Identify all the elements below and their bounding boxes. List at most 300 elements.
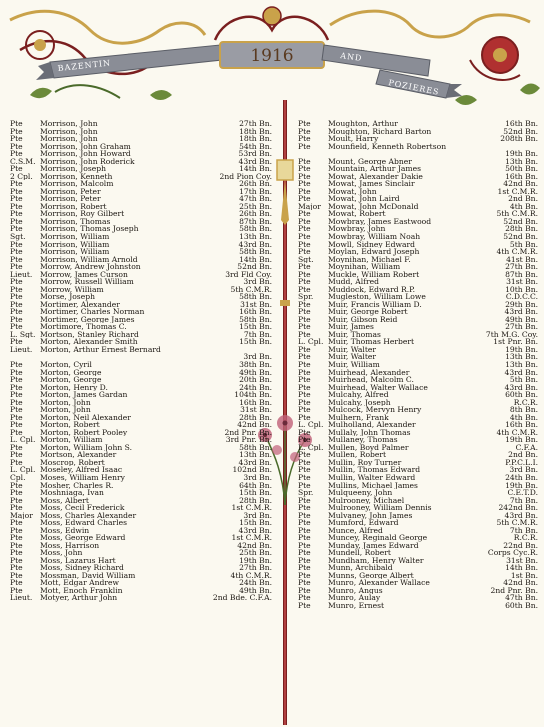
entry-rank: Pte (10, 187, 23, 196)
entry-name: Mowat, John Laird (328, 195, 400, 203)
entry-rank: Pte (298, 285, 311, 294)
entry-rank: Pte (298, 496, 311, 505)
entry-name: Moss, Lazarus Hart (40, 556, 116, 565)
roll-entry (10, 399, 272, 407)
entry-unit: 53rd Bn. (238, 149, 272, 159)
entry-rank: Pte (298, 278, 311, 286)
entry-unit: 8th Bn. (509, 405, 538, 415)
entry-name: Muir, William (328, 361, 380, 369)
roll-entry (10, 225, 272, 233)
entry-name: Mosher, Charles R. (40, 481, 114, 490)
entry-rank: Pte (10, 150, 23, 158)
roll-entry (10, 376, 272, 384)
entry-unit: 16th Bn. (239, 397, 272, 407)
entry-unit: 31st Bn. (506, 555, 538, 565)
roll-entry (298, 135, 538, 143)
entry-rank: Pte (10, 293, 23, 301)
entry-unit: 3rd Pnr. Bn. (225, 435, 272, 445)
entry-unit: 58th Bn. (239, 224, 272, 234)
entry-unit: 15th Bn. (239, 337, 272, 347)
entry-unit: 2nd Bn. (508, 194, 538, 204)
entry-unit: C.F.A. (515, 442, 538, 452)
entry-rank: Pte (10, 142, 23, 151)
roll-entry (298, 195, 538, 203)
entry-unit: 27th Bn. (505, 322, 538, 332)
roll-entry (10, 542, 272, 550)
entry-unit: 1st C.M.R. (231, 533, 272, 543)
roll-entry (10, 361, 272, 369)
roll-entry (10, 353, 272, 361)
entry-name: Moult, Harry (328, 135, 379, 143)
roll-entry (298, 557, 538, 565)
entry-rank: Pte (298, 165, 311, 173)
entry-name: Moynihan, Michael F. (328, 255, 411, 264)
entry-rank: Pte (10, 338, 23, 346)
entry-name: Morton, Robert Pooley (40, 428, 128, 437)
roll-entry (10, 173, 272, 181)
entry-rank: Pte (10, 421, 23, 429)
entry-unit: 19th Bn. (505, 435, 538, 445)
entry-rank: Lieut. (10, 594, 33, 603)
entry-name: Morrison, John Graham (40, 142, 131, 151)
entry-name: Morton, Arthur Ernest Bernard (40, 345, 161, 354)
entry-unit: 87th Bn. (505, 269, 538, 279)
roll-entry (10, 369, 272, 377)
entry-rank: Pte (298, 466, 311, 474)
entry-unit: 208th Bn. (500, 134, 538, 144)
roll-entry (298, 143, 538, 151)
entry-name: Mowat, Robert (328, 210, 386, 218)
entry-unit: 2nd Pnr. Bn. (224, 427, 272, 437)
entry-rank: Pte (10, 217, 23, 226)
roll-entry (10, 504, 272, 512)
entry-rank: Pte (298, 180, 311, 188)
roll-entry (298, 165, 538, 173)
entry-rank: L. Cpl. (298, 443, 324, 452)
roll-entry (10, 128, 272, 136)
entry-rank: Pte (10, 586, 23, 595)
entry-unit: 2nd Pnr. Bn. (490, 585, 538, 595)
entry-rank: Pte (298, 308, 311, 316)
roll-entry (298, 286, 538, 294)
entry-name: Muncey, Reginald George (328, 534, 428, 542)
entry-unit: 16th Bn. (505, 119, 538, 128)
roll-entry (298, 338, 538, 346)
entry-unit: 14th Bn. (505, 563, 538, 573)
roll-entry (298, 406, 538, 414)
entry-rank: Pte (10, 428, 23, 437)
roll-entry (10, 143, 272, 151)
roll-entry (10, 444, 272, 452)
entry-rank: Pte (10, 571, 23, 580)
entry-name: Mulcahy, Joseph (328, 398, 391, 407)
roll-entry (298, 504, 538, 512)
entry-name: Mullaney, Thomas (328, 436, 398, 444)
entry-name: Muirhead, Walter Wallace (328, 383, 428, 392)
entry-rank: Major (10, 511, 33, 520)
entry-unit: 18th Bn. (239, 134, 272, 144)
entry-name: Morrison, Peter (40, 187, 101, 196)
entry-unit: 13th Bn. (239, 450, 272, 460)
entry-name: Muirhead, Alexander (328, 368, 410, 377)
entry-unit: 41st Bn. (506, 254, 538, 264)
entry-rank: Cpl. (10, 473, 26, 482)
entry-rank: Pte (10, 263, 23, 271)
entry-name: Moscrop, Robert (40, 458, 105, 467)
entry-unit: 43rd Bn. (504, 510, 538, 520)
entry-rank: Pte (298, 473, 311, 482)
entry-unit: 7th Bn. (243, 329, 272, 339)
roll-entry (10, 301, 272, 309)
entry-rank: Pte (298, 481, 311, 490)
entry-rank: Pte (298, 135, 311, 143)
entry-unit: 43rd Bn. (238, 156, 272, 166)
year-text: 1916 (250, 46, 294, 66)
entry-rank: Pte (298, 300, 311, 309)
entry-rank: Lieut. (10, 345, 33, 354)
roll-entry (298, 256, 538, 264)
entry-unit: 49th Bn. (239, 367, 272, 377)
roll-entry (298, 353, 538, 361)
entry-name: Moseley, Alfred Isaac (40, 466, 123, 474)
entry-name: Muir, James (328, 323, 374, 331)
entry-name: Moses, William Henry (40, 473, 125, 482)
entry-name: Muddock, Edward R.P. (328, 285, 416, 294)
roll-entry (10, 135, 272, 143)
roll-entry (10, 384, 272, 392)
entry-unit: 43rd Bn. (238, 457, 272, 467)
entry-unit: 49th Bn. (505, 314, 538, 324)
roll-entry (298, 376, 538, 384)
entry-unit: 50th Bn. (505, 164, 538, 174)
entry-unit: 3rd Bn. (243, 277, 272, 287)
entry-name: Mulhern, Frank (328, 413, 389, 422)
roll-entry (10, 150, 272, 158)
roll-entry (10, 519, 272, 527)
entry-rank: Pte (10, 285, 23, 294)
roll-entry (298, 120, 538, 128)
entry-rank: Pte (298, 315, 311, 324)
entry-rank: Pte (10, 549, 23, 557)
entry-unit: Corps Cyc.R. (487, 548, 538, 558)
roll-entry (298, 248, 538, 256)
entry-name: Mortimer, Charles Norman (40, 308, 145, 316)
entry-rank: Pte (10, 504, 23, 512)
entry-rank: Pte (298, 398, 311, 407)
entry-name: Morrow, William (40, 285, 104, 294)
entry-rank: Pte (298, 240, 311, 249)
scroll-right-bottom-text: POZIERES (387, 78, 441, 97)
entry-unit: 31st Bn. (506, 277, 538, 287)
entry-name: Mulholland, Alexander (328, 421, 416, 429)
entry-rank: Pte (298, 571, 311, 580)
year-medallion (215, 7, 328, 68)
entry-rank: Pte (298, 120, 311, 128)
entry-name: Mowbray, John (328, 225, 386, 233)
entry-unit: 3rd Bn. (509, 465, 538, 475)
entry-unit: 42nd Bn. (503, 179, 538, 189)
roll-entry (10, 241, 272, 249)
roll-entry (10, 248, 272, 256)
entry-name: Moylan, Edward Joseph (328, 248, 420, 256)
entry-unit: 54th Bn. (239, 141, 272, 151)
entry-unit: 13th Bn. (505, 156, 538, 166)
roll-entry (10, 195, 272, 203)
roll-entry (10, 218, 272, 226)
roll-entry (298, 587, 538, 595)
entry-unit: 5th Bn. (509, 375, 538, 385)
entry-unit: 43rd Bn. (238, 525, 272, 535)
roll-entry (298, 549, 538, 557)
entry-name: Mudd, Alfred (328, 278, 379, 286)
entry-rank: Pte (10, 496, 23, 505)
entry-name: Morrison, Robert (40, 202, 107, 211)
roll-entry (10, 233, 272, 241)
roll-entry (298, 369, 538, 377)
right-ribbon (322, 45, 462, 98)
entry-name: Mullin, Roy Turner (328, 458, 402, 467)
entry-name: Morton, Neil Alexander (40, 413, 131, 422)
entry-unit: 24th Bn. (239, 382, 272, 392)
roll-entry (10, 451, 272, 459)
entry-name: Morrison, Kenneth (40, 172, 113, 181)
entry-rank: Pte (298, 406, 311, 414)
entry-unit: 13th Bn. (505, 360, 538, 369)
entry-name: Morrison, John (40, 127, 98, 136)
entry-name: Morrow, James Curson (40, 270, 128, 279)
entry-rank: 2 Cpl. (10, 172, 33, 181)
entry-rank: Pte (298, 413, 311, 422)
roll-entry (298, 451, 538, 459)
roll-entry (10, 512, 272, 520)
entry-unit: 27th Bn. (239, 563, 272, 573)
roll-entry (298, 572, 538, 580)
roll-entry (298, 361, 538, 369)
roll-entry (10, 557, 272, 565)
entry-rank: Pte (298, 541, 311, 550)
entry-name: Morrison, John (40, 120, 98, 128)
roll-entry (10, 391, 272, 399)
entry-name: Muir, George Robert (328, 308, 408, 316)
entry-name: Mulrooney, Michael (328, 496, 405, 505)
entry-name: Mowbray, William Noah (328, 232, 421, 241)
entry-rank: Pte (298, 594, 311, 603)
roll-entry (298, 225, 538, 233)
roll-entry (298, 602, 538, 610)
roll-entry (10, 271, 272, 279)
entry-unit: 1st C.M.R. (231, 503, 272, 513)
roll-entry (10, 120, 272, 128)
entry-name: Mundell, Robert (328, 549, 391, 557)
entry-rank: Pte (10, 120, 23, 128)
entry-name: Mugleston, William Lowe (328, 293, 426, 301)
entry-name: Mowll, Sidney Edward (328, 240, 416, 249)
roll-entry (298, 218, 538, 226)
entry-unit: 52nd Bn. (503, 216, 538, 226)
entry-name: Munro, Alexander Wallace (328, 579, 430, 587)
entry-unit: 3rd Bn. (243, 472, 272, 482)
entry-rank: Pte (298, 586, 311, 595)
entry-unit: 19th Bn. (505, 344, 538, 354)
roll-entry (298, 301, 538, 309)
entry-rank: Pte (298, 504, 311, 512)
entry-rank: Pte (298, 353, 311, 362)
entry-rank: Pte (10, 165, 23, 173)
entry-rank: Pte (10, 406, 23, 414)
entry-name: Muckle, William Robert (328, 270, 420, 279)
entry-name: Morrison, Malcolm (40, 180, 114, 188)
roll-entry (298, 489, 538, 497)
entry-unit: 2nd Bde. C.F.A. (212, 593, 272, 603)
roll-entry (298, 384, 538, 392)
entry-name: Morrison, John (40, 135, 98, 143)
entry-unit: 26th Bn. (239, 179, 272, 189)
entry-name: Munro, Aulay (328, 594, 381, 603)
entry-rank: Pte (298, 217, 311, 226)
entry-rank: Pte (10, 489, 23, 497)
entry-unit: 42nd Bn. (503, 578, 538, 588)
entry-name: Morrison, William Arnold (40, 255, 138, 264)
entry-name: Mowat, John (328, 187, 377, 196)
roll-entry (298, 308, 538, 316)
entry-name: Mulvaney, John James (328, 511, 413, 520)
entry-unit: 18th Bn. (239, 126, 272, 136)
entry-unit: 28th Bn. (505, 224, 538, 234)
entry-name: Muir, Gibson Reid (328, 315, 398, 324)
entry-unit: 47th Bn. (239, 194, 272, 204)
entry-unit: 4th Bn. (509, 201, 538, 211)
roll-entry (10, 331, 272, 339)
entry-name: Morton, Cyril (40, 361, 92, 369)
entry-name: Morrison, John Howard (40, 150, 131, 158)
entry-unit: 4th C.M.R. (230, 570, 272, 580)
entry-rank: Pte (298, 526, 311, 535)
entry-unit: 58th Bn. (239, 442, 272, 452)
entry-unit: 19th Bn. (239, 555, 272, 565)
entry-rank: Pte (298, 436, 311, 444)
entry-rank: Lieut. (10, 270, 33, 279)
entry-name: Morrison, Thomas (40, 217, 111, 226)
entry-name: Mortson, Alexander (40, 451, 117, 459)
entry-rank: Pte (298, 323, 311, 331)
entry-unit: 25th Bn. (239, 201, 272, 211)
entry-rank: L. Cpl. (10, 436, 36, 444)
entry-name: Mullin, Thomas Edward (328, 466, 421, 474)
entry-unit: 2nd Pion Coy. (219, 171, 272, 181)
entry-unit: 29th Bn. (505, 299, 538, 309)
entry-rank: L. Sgt. (10, 330, 36, 339)
entry-rank: Pte (10, 225, 23, 233)
entry-name: Mounfield, Kenneth Robertson (328, 142, 447, 151)
roll-entry (298, 436, 538, 444)
entry-name: Munro, Angus (328, 586, 383, 595)
entry-name: Morton, Alexander Smith (40, 338, 138, 346)
entry-rank: Pte (10, 541, 23, 550)
roll-entry (298, 474, 538, 482)
entry-rank: Pte (10, 180, 23, 188)
entry-rank: Pte (10, 240, 23, 249)
entry-rank: Major (298, 202, 321, 211)
roll-entry (10, 436, 272, 444)
entry-unit: 22nd Bn. (503, 540, 538, 550)
roll-entry (298, 459, 538, 467)
entry-name: Mountain, Arthur James (328, 165, 422, 173)
roll-entry (298, 346, 538, 354)
roll-entry (10, 534, 272, 542)
entry-name: Mullaly, John Thomas (328, 428, 411, 437)
entry-name: Morrison, John Roderick (40, 157, 135, 166)
entry-name: Morton, George (40, 368, 102, 377)
roll-entry (10, 210, 272, 218)
entry-unit: 4th C.M.R. (496, 247, 538, 257)
entry-unit: 104th Bn. (234, 390, 272, 400)
entry-unit: 58th Bn. (239, 314, 272, 324)
entry-name: Morrow, Russell William (40, 278, 134, 286)
entry-rank: Pte (298, 451, 311, 459)
entry-name: Mulcahy, Alfred (328, 391, 389, 399)
entry-unit: 4th C.M.R. (496, 427, 538, 437)
roll-entry (298, 429, 538, 437)
entry-name: Mortimore, Thomas C. (40, 323, 127, 331)
entry-rank: Pte (10, 376, 23, 384)
entry-unit: P.P.C.L.I. (505, 457, 538, 467)
entry-rank: Pte (298, 391, 311, 399)
roll-entry (10, 323, 272, 331)
entry-unit: 43rd Bn. (504, 382, 538, 392)
entry-rank: Pte (10, 368, 23, 377)
entry-unit: 49th Bn. (239, 585, 272, 595)
entry-unit: 27th Bn. (239, 119, 272, 128)
entry-unit: 15th Bn. (239, 488, 272, 498)
entry-name: Mulqueeny, John (328, 489, 393, 497)
entry-name: Morton, John (40, 406, 91, 414)
entry-unit: 242nd Bn. (498, 503, 538, 513)
entry-name: Mortimer, Alexander (40, 300, 120, 309)
entry-rank: Spr. (298, 293, 314, 301)
entry-unit: 52nd Bn. (237, 262, 272, 272)
entry-unit: 5th C.M.R. (496, 518, 538, 528)
entry-name: Mundham, Henry Walter (328, 556, 424, 565)
entry-unit: 52nd Bn. (503, 231, 538, 241)
entry-unit: 5th Bn. (509, 239, 538, 249)
entry-unit: 47th Bn. (505, 593, 538, 603)
entry-unit: 87th Bn. (239, 216, 272, 226)
entry-name: Moss, George Edward (40, 534, 126, 542)
entry-rank: L. Cpl. (298, 421, 324, 429)
entry-unit: 58th Bn. (239, 292, 272, 302)
entry-rank: Pte (298, 361, 311, 369)
entry-unit: 7th M.G. Coy. (485, 329, 538, 339)
roll-entry (10, 474, 272, 482)
entry-name: Morton, Robert (40, 421, 100, 429)
entry-rank: Pte (298, 157, 311, 166)
entry-rank: Pte (10, 255, 23, 264)
entry-name: Morton, John (40, 398, 91, 407)
entry-name: Morrison, Peter (40, 195, 101, 203)
entry-unit: 60th Bn. (505, 390, 538, 400)
roll-entry (10, 338, 272, 346)
entry-unit: 1st C.M.R. (497, 186, 538, 196)
roll-entry (298, 594, 538, 602)
entry-rank: Pte (10, 534, 23, 542)
entry-name: Mowat, Alexander Dakie (328, 172, 423, 181)
right-name-column (298, 120, 538, 610)
entry-rank: Pte (298, 187, 311, 196)
entry-name: Moshniaga, Ivan (40, 489, 104, 497)
roll-entry (298, 482, 538, 490)
entry-unit: 38th Bn. (239, 360, 272, 369)
entry-name: Mount, George Abner (328, 157, 412, 166)
